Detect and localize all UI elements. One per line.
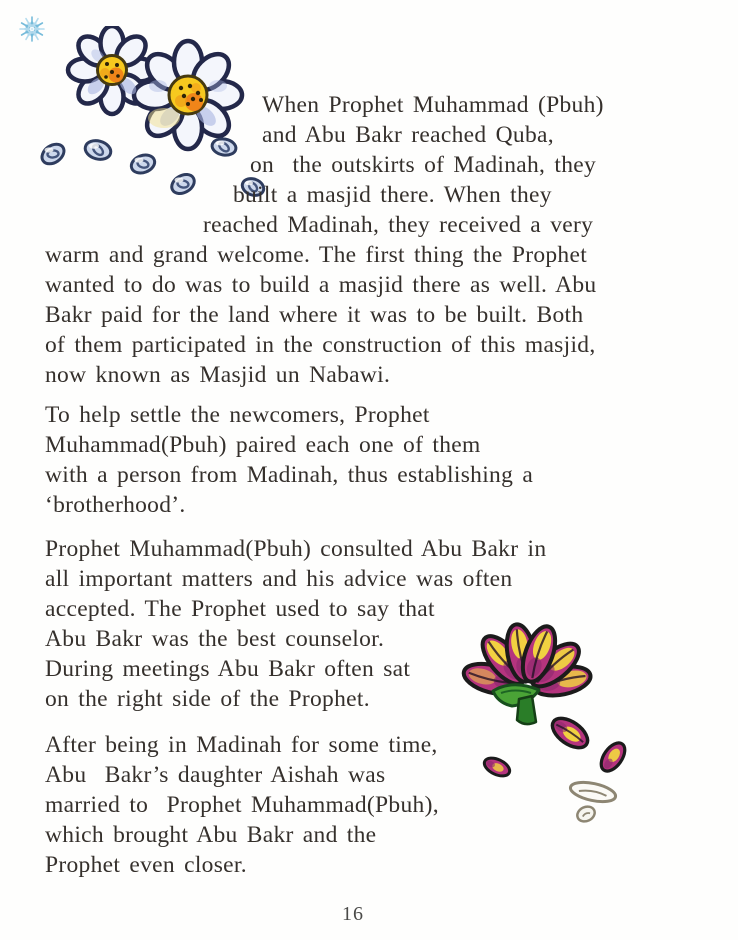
text-line: Prophet Muhammad(Pbuh) consulted Abu Bakr in	[45, 536, 547, 562]
text-line: After being in Madinah for some time,	[45, 732, 438, 758]
text-line: accepted. The Prophet used to say that	[45, 596, 435, 622]
paragraph-3	[45, 534, 705, 714]
text-line: on the right side of the Prophet.	[45, 686, 370, 712]
text-line: which brought Abu Bakr and the	[45, 822, 377, 848]
text-line: wanted to do was to build a masjid there as well. Abu	[45, 272, 597, 298]
text-line: all important matters and his advice was often	[45, 566, 513, 592]
text-line: of them participated in the construction of this masjid,	[45, 332, 596, 358]
paragraph-1	[45, 90, 705, 390]
text-line: reached Madinah, they received a very	[203, 212, 594, 238]
page-text	[45, 90, 705, 880]
text-line: now known as Masjid un Nabawi.	[45, 362, 391, 388]
text-line: and Abu Bakr reached Quba,	[262, 122, 554, 148]
text-line: To help settle the newcomers, Prophet	[45, 402, 430, 428]
text-line: When Prophet Muhammad (Pbuh)	[262, 92, 604, 118]
text-line: with a person from Madinah, thus establishing a	[45, 462, 534, 488]
paragraph-2	[45, 400, 705, 520]
text-line: Prophet even closer.	[45, 852, 247, 878]
paragraph-4	[45, 730, 705, 880]
text-line: married to Prophet Muhammad(Pbuh),	[45, 792, 439, 818]
text-line: During meetings Abu Bakr often sat	[45, 656, 411, 682]
text-line: built a masjid there. When they	[233, 182, 552, 208]
page-number: 16	[342, 903, 364, 925]
text-line: Abu Bakr’s daughter Aishah was	[45, 762, 386, 788]
text-line: on the outskirts of Madinah, they	[250, 152, 597, 178]
text-line: ‘brotherhood’.	[45, 492, 186, 518]
text-line: Abu Bakr was the best counselor.	[45, 626, 385, 652]
text-line: Muhammad(Pbuh) paired each one of them	[45, 432, 481, 458]
text-line: warm and grand welcome. The first thing the Prophet	[45, 242, 588, 268]
text-line: Bakr paid for the land where it was to be built. Both	[45, 302, 584, 328]
